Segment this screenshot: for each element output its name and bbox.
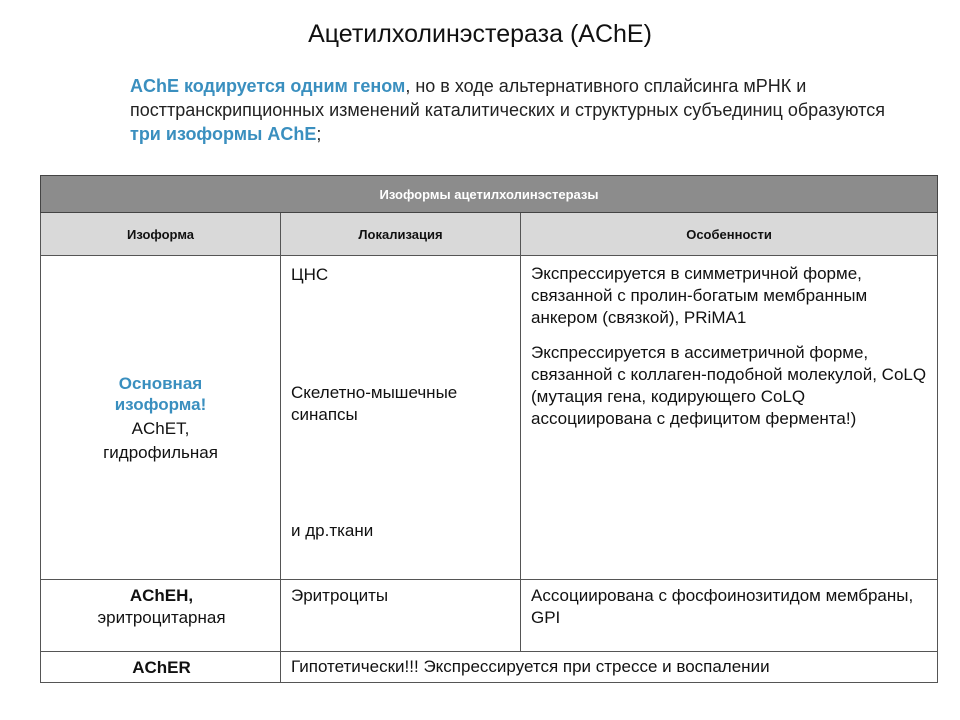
- loc-muscle-synapses: Скелетно-мышечные синапсы: [291, 383, 458, 424]
- features-cell: Ассоциирована с фосфоинозитидом мембраны, GPI: [521, 580, 938, 652]
- isoform-cell: [41, 652, 281, 683]
- features-cell: [521, 256, 938, 580]
- localization-cell: [281, 256, 521, 580]
- isoform-cell: [41, 580, 281, 652]
- intro-paragraph: [130, 74, 890, 146]
- header-isoform: Изоформа: [41, 213, 281, 256]
- table-row: [41, 580, 938, 652]
- intro-accent-gene: AChE кодируется одним геном: [130, 76, 406, 96]
- feature-symmetric: Экспрессируется в симметричной форме, связанной с пролин-богатым мембранным анкером (связкой), PRiMA1: [531, 264, 868, 327]
- main-isoform-label: Основная изоформа!: [114, 373, 207, 414]
- header-features: Особенности: [521, 213, 938, 256]
- table-row: [41, 652, 938, 683]
- isoform-type: эритроцитарная: [97, 608, 226, 627]
- table-caption: Изоформы ацетилхолинэстеразы: [41, 176, 938, 213]
- intro-text: , но в ходе альтернативного сплайсинга мРНК и посттранскрипционных изменений каталитических и структурных субъединиц образуются: [130, 76, 885, 120]
- isoform-name: AChEH,: [129, 586, 194, 605]
- isoform-name: AChET,: [131, 418, 190, 438]
- isoforms-table: [40, 175, 938, 683]
- page-title: Ацетилхолинэстераза (AChE): [308, 20, 652, 48]
- loc-other-tissues: и др.ткани: [291, 521, 374, 540]
- isoform-cell: [41, 256, 281, 580]
- intro-text-end: ;: [316, 124, 322, 144]
- table-row: [41, 256, 938, 580]
- isoform-type: гидрофильная: [103, 442, 218, 462]
- localization-cell: Эритроциты: [281, 580, 521, 652]
- hypothesis-cell: Гипотетически!!! Экспрессируется при стрессе и воспалении: [281, 652, 938, 683]
- header-localization: Локализация: [281, 213, 521, 256]
- table-header-row: [41, 213, 938, 256]
- table-caption-row: [41, 176, 938, 213]
- isoform-name: AChER: [132, 657, 191, 677]
- loc-cns: ЦНС: [291, 265, 329, 284]
- feature-asymmetric: Экспрессируется в ассиметричной форме, связанной с коллаген-подобной молекулой, CoLQ (мутация гена, кодирующего CoLQ ассоциирована с дефицитом фермента!): [531, 343, 927, 428]
- intro-accent-isoforms: три изоформы AChE: [130, 124, 317, 144]
